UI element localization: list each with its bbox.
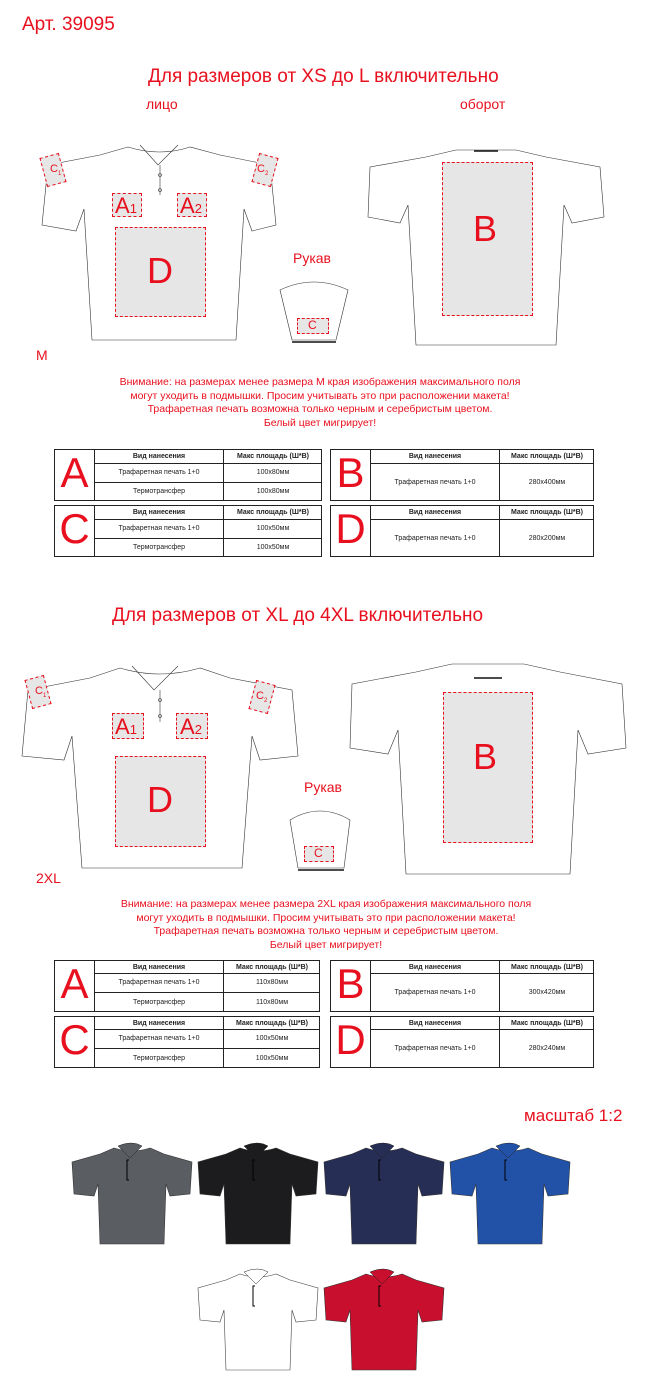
table-a-2-letter: A — [55, 961, 95, 1011]
scale-label: масштаб 1:2 — [524, 1106, 623, 1125]
front-label: лицо — [146, 96, 178, 112]
table-c-letter: C — [55, 506, 95, 556]
table-d-2-header-area: Макс площадь (Ш*В) — [511, 1019, 583, 1027]
table-b-2 — [330, 960, 594, 1012]
table-a-header-area: Макс площадь (Ш*В) — [237, 453, 309, 460]
back-label: оборот — [460, 96, 506, 112]
table-d-header-area: Макс площадь (Ш*В) — [511, 509, 583, 516]
table-d-2-row1-area: 280x240мм — [528, 1045, 566, 1052]
table-c — [54, 505, 322, 557]
table-b-row1-area: 280x400мм — [528, 478, 566, 486]
table-a-letter: A — [55, 450, 95, 500]
color-swatch-shirt — [70, 1140, 194, 1248]
table-b — [330, 449, 594, 501]
section2-title: Для размеров от XL до 4XL включительно — [112, 605, 484, 626]
zone-a1-2-label: A1 — [115, 714, 137, 739]
table-c-2-row2-area: 100x50мм — [255, 1054, 289, 1062]
zone-d-label: D — [147, 250, 173, 291]
article-number: Арт. 39095 — [22, 14, 115, 35]
table-b-letter: B — [331, 450, 371, 500]
table-b-2-header-area: Макс площадь (Ш*В) — [511, 963, 583, 971]
table-a-row2-method: Термотрансфер — [132, 488, 186, 495]
table-d-row1-method: Трафаретная печать 1+0 — [394, 534, 476, 542]
zone-a1-label: A1 — [115, 193, 137, 218]
color-swatch-shirt — [196, 1266, 320, 1374]
table-a-2-header-method: Вид нанесения — [132, 963, 186, 971]
section2-warning: Внимание: на размерах менее размера 2XL края изображения максимального поля могут уходить в подмышки. Просим учитывать это при расположении макета! Трафаретная печать возможна только черным и серебристым цветом. Белый цвет мигрирует! — [120, 898, 532, 951]
table-a-2-row2-method: Термотрансфер — [132, 998, 186, 1006]
table-d-2 — [330, 1016, 594, 1068]
table-a-row1-method: Трафаретная печать 1+0 — [118, 469, 200, 476]
sleeve-label: Рукав — [293, 250, 331, 266]
table-c-header-method: Вид нанесения — [132, 509, 186, 516]
table-c-2-header-area: Макс площадь (Ш*В) — [236, 1019, 308, 1027]
table-a-2-row1-method: Трафаретная печать 1+0 — [118, 979, 200, 986]
color-swatch-shirt — [448, 1140, 572, 1248]
section1-warning: Внимание: на размерах менее размера M края изображения максимального поля могут уходить в подмышки. Просим учитывать это при расположении макета! Трафаретная печать возможна только черным и серебристым цветом. Белый цвет мигрирует! — [119, 376, 521, 429]
table-c-2 — [54, 1016, 320, 1068]
zone-b-2-label: B — [473, 736, 498, 777]
sleeve-outline-2 — [286, 806, 354, 872]
size-label-m: M — [36, 347, 48, 363]
zone-sleeve-c-label: C — [308, 318, 317, 332]
zone-c1-label: $C_1$ — [50, 163, 62, 178]
sleeve-label-2: Рукав — [304, 779, 342, 795]
zone-c2-2-label: $C_2$ — [256, 690, 268, 705]
table-b-header-method: Вид нанесения — [408, 453, 462, 460]
color-swatch-shirt — [322, 1266, 446, 1374]
table-a-row1-area: 100x80мм — [256, 469, 290, 476]
table-c-row1-method: Трафаретная печать 1+0 — [118, 525, 200, 532]
table-d-2-letter: D — [331, 1017, 371, 1067]
table-a-row2-area: 100x80мм — [256, 488, 290, 495]
table-d-header-method: Вид нанесения — [408, 509, 462, 516]
zone-d-2-label: D — [147, 779, 173, 820]
table-b-2-row1-area: 300x420мм — [528, 989, 566, 996]
zone-a2-2-label: A2 — [180, 714, 202, 739]
color-swatch-shirt — [196, 1140, 320, 1248]
table-d — [330, 505, 594, 557]
zone-c2-label: $C_2$ — [257, 163, 269, 178]
table-c-row2-method: Термотрансфер — [132, 544, 186, 551]
table-c-2-row2-method: Термотрансфер — [132, 1054, 186, 1062]
table-c-2-row1-method: Трафаретная печать 1+0 — [118, 1035, 200, 1042]
table-a-2-header-area: Макс площадь (Ш*В) — [236, 963, 308, 971]
color-swatch-shirt — [322, 1140, 446, 1248]
table-a-2 — [54, 960, 320, 1012]
zone-a2-label: A2 — [180, 193, 202, 218]
table-c-header-area: Макс площадь (Ш*В) — [237, 509, 309, 516]
table-c-2-header-method: Вид нанесения — [132, 1019, 186, 1027]
table-c-2-letter: C — [55, 1017, 95, 1067]
table-a-2-row1-area: 110x80мм — [255, 979, 289, 986]
table-c-row2-area: 100x50мм — [256, 544, 290, 551]
table-a — [54, 449, 322, 501]
zone-sleeve-c-2-label: C — [314, 846, 323, 860]
zone-c1-2-label: $C_1$ — [35, 685, 47, 700]
table-d-letter: D — [331, 506, 371, 556]
table-c-2-row1-area: 100x50мм — [255, 1035, 289, 1042]
table-b-header-area: Макс площадь (Ш*В) — [511, 453, 583, 460]
table-a-header-method: Вид нанесения — [132, 453, 186, 460]
table-b-2-letter: B — [331, 961, 371, 1011]
zone-b-label: B — [473, 208, 498, 249]
table-a-2-row2-area: 110x80мм — [255, 998, 289, 1006]
table-b-2-header-method: Вид нанесения — [408, 963, 462, 971]
section1-title: Для размеров от XS до L включительно — [148, 66, 499, 87]
table-b-row1-method: Трафаретная печать 1+0 — [394, 478, 476, 486]
table-d-2-header-method: Вид нанесения — [408, 1019, 462, 1027]
table-c-row1-area: 100x50мм — [256, 525, 290, 532]
table-b-2-row1-method: Трафаретная печать 1+0 — [394, 989, 476, 996]
size-label-2xl: 2XL — [36, 870, 61, 886]
table-d-2-row1-method: Трафаретная печать 1+0 — [394, 1045, 476, 1052]
table-d-row1-area: 280x200мм — [528, 534, 566, 542]
